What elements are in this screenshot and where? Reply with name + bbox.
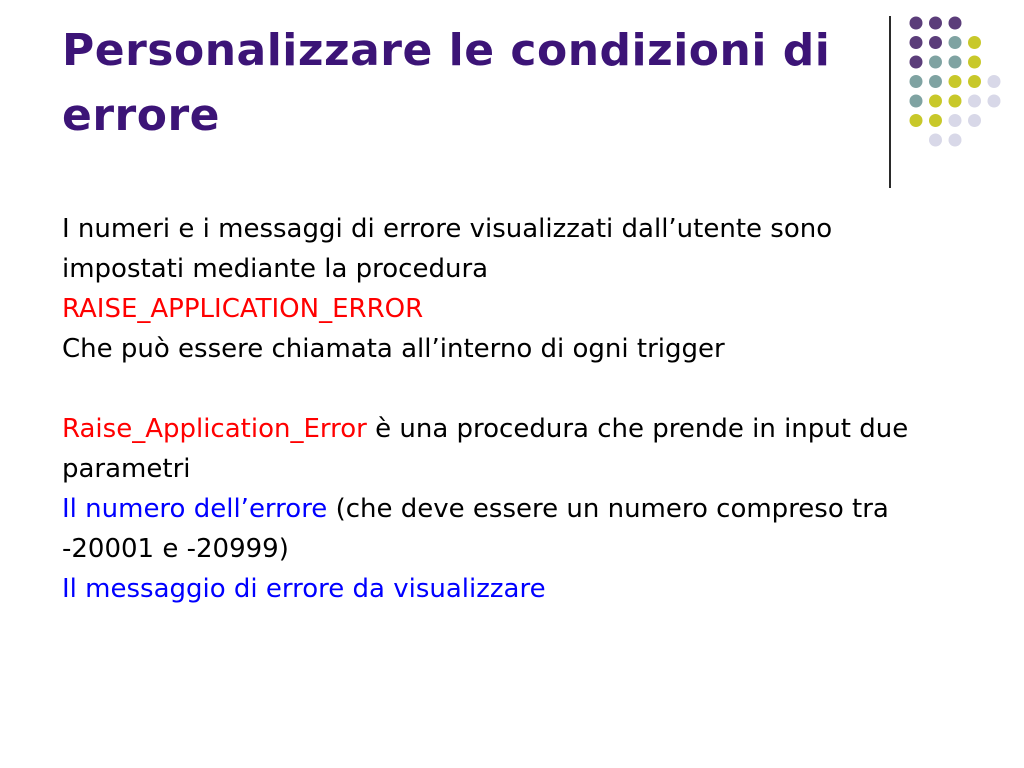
decorative-dot (968, 95, 981, 108)
decorative-dot (910, 36, 923, 49)
decorative-dot (929, 36, 942, 49)
parameter-error-number (62, 489, 962, 569)
decorative-dot (968, 114, 981, 127)
parameter-error-message: Il messaggio di errore da visualizzare (62, 574, 546, 604)
decorative-dot (910, 56, 923, 69)
slide-title: Personalizzare le condizioni di errore (62, 25, 831, 141)
decorative-dot (968, 56, 981, 69)
decorative-dot (910, 75, 923, 88)
procedure-description-text: è una procedura che prende in input due parametri (62, 414, 909, 484)
decorative-dot (988, 95, 1001, 108)
decorative-dot (929, 75, 942, 88)
decorative-dot (910, 95, 923, 108)
procedure-description (62, 409, 962, 489)
decorative-dot (949, 56, 962, 69)
slide-body (62, 209, 962, 609)
paragraph-spacer (62, 369, 962, 409)
decorative-dot (949, 17, 962, 30)
parameter-error-number-text: (che deve essere un numero compreso tra -20001 e -20999) (62, 494, 889, 564)
decorative-dot (929, 17, 942, 30)
decorative-dot (929, 95, 942, 108)
decorative-dot (949, 134, 962, 147)
title-divider (889, 16, 891, 188)
decorative-dot (929, 114, 942, 127)
trigger-note: Che può essere chiamata all’interno di ogni trigger (62, 334, 725, 364)
procedure-name: Raise_Application_Error (62, 414, 367, 444)
decorative-dot (910, 114, 923, 127)
decorative-dot (968, 75, 981, 88)
decorative-dot (949, 75, 962, 88)
decorative-dot (968, 36, 981, 49)
decorative-dot (929, 56, 942, 69)
decorative-dot (910, 17, 923, 30)
parameter-error-number-label: Il numero dell’errore (62, 494, 328, 524)
decorative-dot (929, 134, 942, 147)
decorative-dot (988, 75, 1001, 88)
decorative-dot (949, 36, 962, 49)
decorative-dot (949, 114, 962, 127)
procedure-name-uppercase: RAISE_APPLICATION_ERROR (62, 294, 424, 324)
intro-text: I numeri e i messaggi di errore visualizzati dall’utente sono impostati mediante la procedura (62, 214, 833, 284)
decorative-dot (949, 95, 962, 108)
